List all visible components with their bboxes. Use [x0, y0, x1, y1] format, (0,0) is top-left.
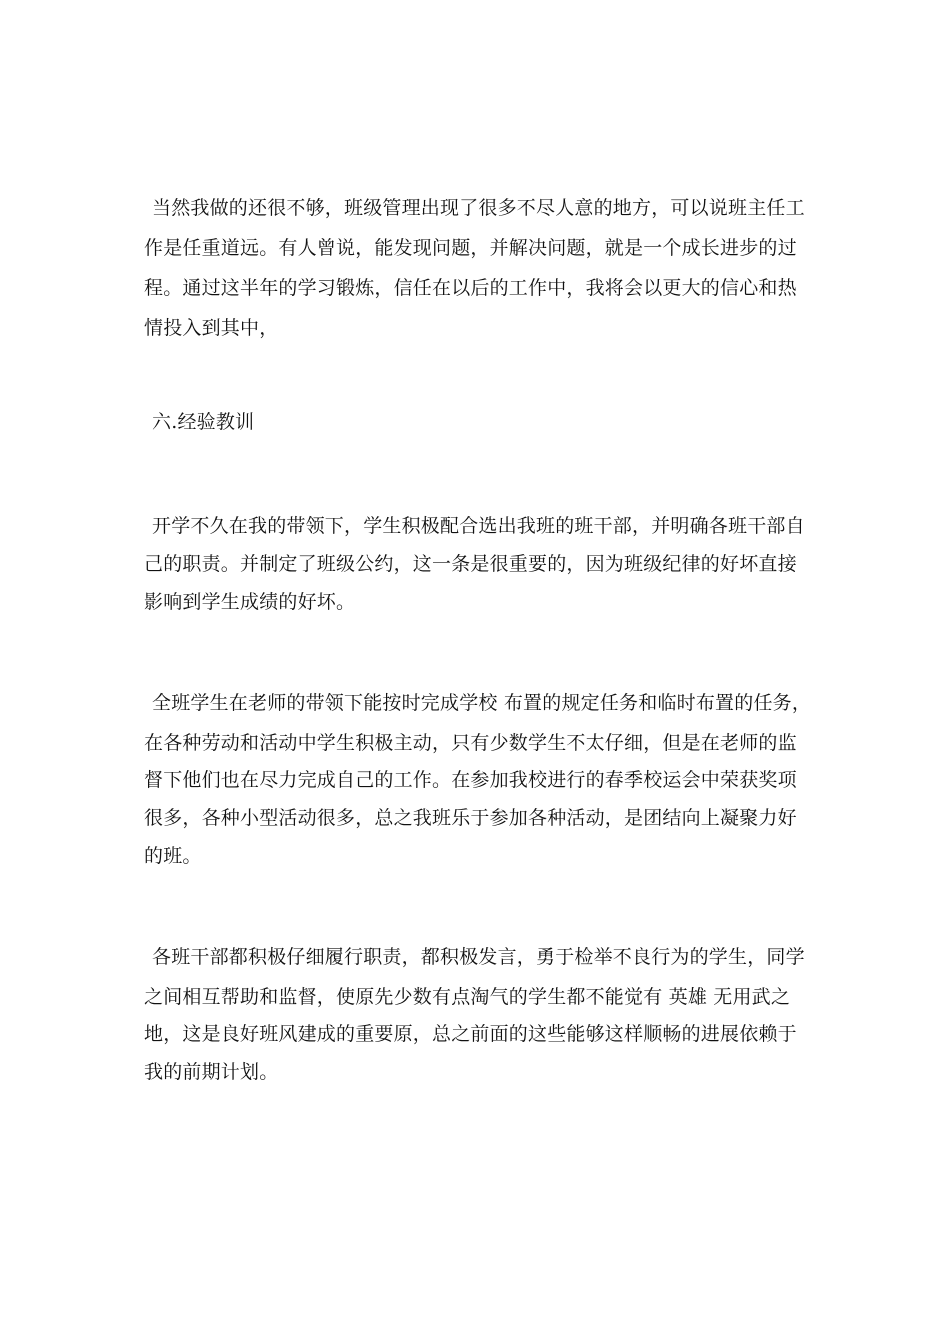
paragraph-line: 当然我做的还很不够，班级管理出现了很多不尽人意的地方，可以说班主任工 — [152, 197, 805, 219]
paragraph-line: 作是任重道远。有人曾说，能发现问题，并解决问题，就是一个成长进步的过 — [144, 237, 797, 259]
paragraph-line: 督下他们也在尽力完成自己的工作。在参加我校进行的春季校运会中荣获奖项 — [144, 769, 797, 791]
paragraph-line: 各班干部都积极仔细履行职责，都积极发言，勇于检举不良行为的学生，同学 — [152, 946, 805, 968]
paragraph-line: 我的前期计划。 — [144, 1061, 279, 1083]
paragraph-line: 很多，各种小型活动很多，总之我班乐于参加各种活动，是团结向上凝聚力好 — [144, 807, 797, 829]
section-heading-text: 六.经验教训 — [152, 411, 255, 433]
paragraph-line: 影响到学生成绩的好坏。 — [144, 591, 356, 613]
paragraph-line: 地，这是良好班风建成的重要原，总之前面的这些能够这样顺畅的进展依赖于 — [144, 1023, 797, 1045]
paragraph-line: 情投入到其中， — [144, 317, 279, 339]
paragraph-line: 己的职责。并制定了班级公约，这一条是很重要的，因为班级纪律的好坏直接 — [144, 553, 797, 575]
paragraph-line: 全班学生在老师的带领下能按时完成学校 布置的规定任务和临时布置的任务， — [152, 692, 812, 714]
paragraph-line: 程。通过这半年的学习锻炼，信任在以后的工作中，我将会以更大的信心和热 — [144, 277, 797, 299]
paragraph-line: 在各种劳动和活动中学生积极主动，只有少数学生不太仔细，但是在老师的监 — [144, 732, 797, 754]
paragraph-line: 的班。 — [144, 845, 202, 867]
paragraph-line: 之间相互帮助和监督，使原先少数有点淘气的学生都不能觉有 英雄 无用武之 — [144, 986, 791, 1008]
paragraph-line: 开学不久在我的带领下，学生积极配合选出我班的班干部，并明确各班干部自 — [152, 515, 805, 537]
